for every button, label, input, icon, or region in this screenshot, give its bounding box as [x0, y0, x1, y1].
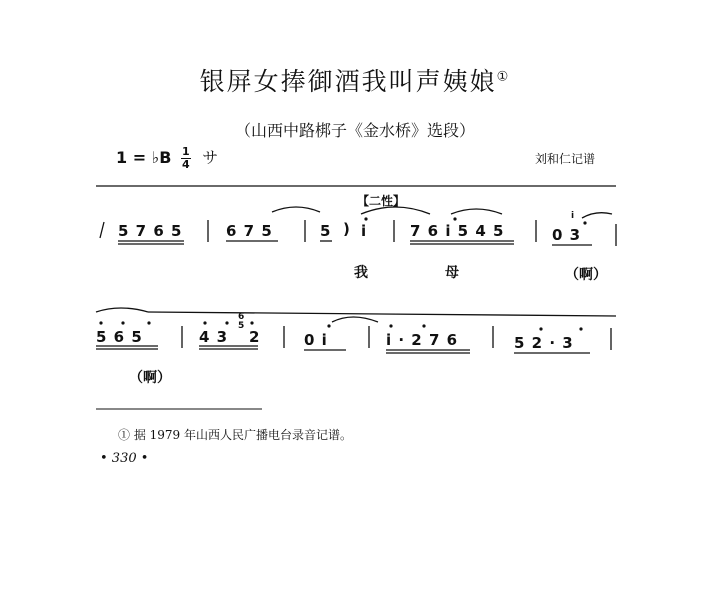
note-group: 5 [320, 222, 332, 240]
octave-dot [203, 321, 206, 324]
octave-dot [539, 327, 542, 330]
slur [361, 207, 430, 214]
page-number: • 330 • [100, 451, 149, 466]
octave-dot [453, 217, 456, 220]
octave-dot [327, 324, 330, 327]
grace-note: 5 [238, 321, 246, 331]
closing-paren: ) [343, 220, 351, 238]
score-lines [96, 186, 616, 409]
octave-dot [583, 221, 586, 224]
title-footnote-marker: ① [496, 69, 511, 85]
note-group: 7 6 i 5 4 5 [410, 222, 505, 240]
key-text: 1 = ♭B [116, 148, 172, 167]
slur [582, 213, 612, 218]
time-denominator: 4 [182, 158, 190, 171]
lyric: 母 [445, 265, 459, 281]
note-group: 5 2 · 3 [514, 334, 574, 352]
note-group: i [361, 222, 368, 240]
octave-dot [364, 217, 367, 220]
time-numerator: 1 [182, 145, 190, 158]
note-group: 2 [249, 328, 261, 346]
slur [451, 209, 502, 214]
octave-dot [579, 327, 582, 330]
phrase-slur [96, 308, 148, 312]
note-group: i · 2 7 6 [386, 331, 459, 349]
note-group: 5 6 5 [96, 328, 143, 346]
lyric: （啊） [565, 267, 607, 283]
transcriber-credit: 刘和仁记谱 [535, 152, 596, 166]
tempo-mark: サ [202, 148, 219, 167]
octave-dot [422, 324, 425, 327]
footnote: ① 据 1979 年山西人民广播电台录音记谱。 [118, 428, 352, 442]
note-group: 4 3 [199, 328, 229, 346]
phrase-slur [148, 312, 616, 316]
octave-dot [147, 321, 150, 324]
note-group: 5 7 6 5 [118, 222, 183, 240]
grace-note: i [571, 211, 576, 221]
octave-dot [250, 321, 253, 324]
note-group: 6 7 5 [226, 222, 273, 240]
slur [272, 207, 320, 212]
subtitle: （山西中路梆子《金水桥》选段） [234, 121, 475, 140]
note-group: 0 3 [552, 226, 582, 244]
opening-paren [100, 222, 104, 238]
octave-dot [121, 321, 124, 324]
octave-dot [99, 321, 102, 324]
song-title: 银屏女捧御酒我叫声姨娘① [199, 67, 511, 96]
note-group: 0 i [304, 331, 328, 349]
octave-dot [225, 321, 228, 324]
section-mark: 【二性】 [357, 194, 406, 208]
lyric: （啊） [129, 370, 171, 386]
octave-dot [389, 324, 392, 327]
lyric: 我 [354, 265, 368, 281]
slur [332, 317, 378, 322]
grace-note: 6 [238, 312, 246, 322]
